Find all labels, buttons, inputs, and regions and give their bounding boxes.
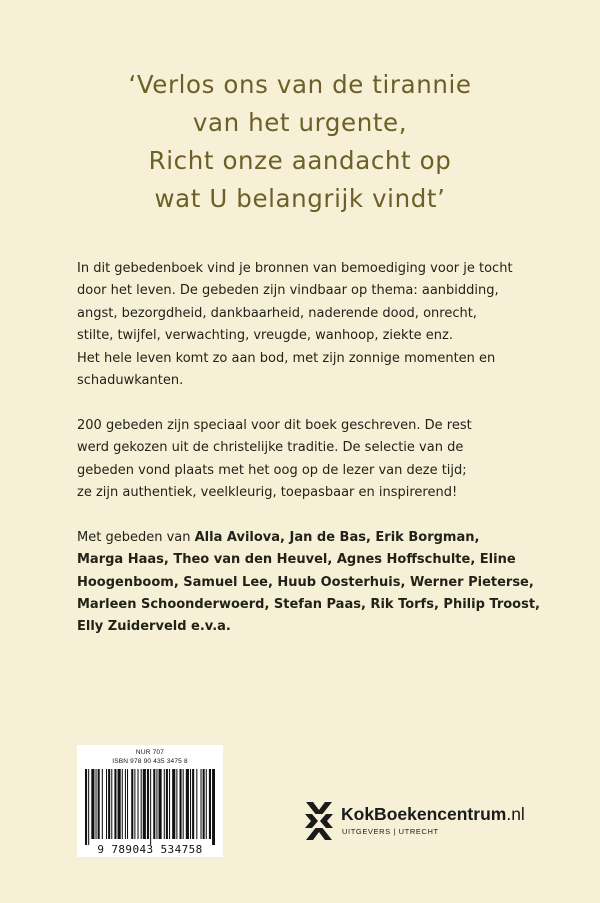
isbn-barcode xyxy=(77,745,223,857)
blurb-line: Het hele leven komt zo aan bod, met zijn zonnige momenten en xyxy=(77,350,496,366)
blurb-line: 200 gebeden zijn speciaal voor dit boek geschreven. De rest xyxy=(77,417,472,433)
contributors-intro: Met gebeden van xyxy=(77,529,195,545)
kok-boekencentrum-logo-icon xyxy=(303,800,335,842)
isbn-number: ISBN 978 90 435 3475 8 xyxy=(112,758,188,765)
blurb-paragraph-selection xyxy=(77,415,547,505)
blurb-paragraph-contributors xyxy=(77,527,547,639)
contributors-names: Hoogenboom, Samuel Lee, Huub Oosterhuis, Werner Pieterse, xyxy=(77,574,534,590)
blurb-line: angst, bezorgdheid, dankbaarheid, naderende dood, onrecht, xyxy=(77,305,477,321)
blurb-line: In dit gebedenboek vind je bronnen van bemoediging voor je tocht xyxy=(77,261,513,276)
blurb-paragraph-themes xyxy=(77,258,547,392)
contributors-names: Alla Avilova, Jan de Bas, Erik Borgman, xyxy=(194,529,480,545)
barcode-bars-icon xyxy=(85,769,215,845)
back-cover-quote xyxy=(0,66,600,218)
contributors-names: Marleen Schoonderwoerd, Stefan Paas, Rik Torfs, Philip Troost, xyxy=(77,597,540,613)
contributors-line xyxy=(77,527,547,549)
quote-line: Richt onze aandacht op xyxy=(148,146,452,175)
publisher-name xyxy=(341,804,525,825)
publisher-name-bold: KokBoekencentrum xyxy=(341,804,507,824)
quote-line: ‘Verlos ons van de tirannie xyxy=(128,70,472,99)
contributors-names: Marga Haas, Theo van den Heuvel, Agnes Hoffschulte, Eline xyxy=(77,552,516,568)
contributors-names: Elly Zuiderveld e.v.a. xyxy=(77,619,231,635)
blurb-line: schaduwkanten. xyxy=(77,373,184,389)
publisher-subtitle: UITGEVERS | UTRECHT xyxy=(342,827,439,836)
nur-code: NUR 707 xyxy=(135,749,165,756)
blurb-line: door het leven. De gebeden zijn vindbaar op thema: aanbidding, xyxy=(77,283,499,299)
blurb-text xyxy=(77,258,547,661)
quote-line: wat U belangrijk vindt’ xyxy=(154,184,446,213)
blurb-line: werd gekozen uit de christelijke traditie. De selectie van de xyxy=(77,440,464,456)
quote-line: van het urgente, xyxy=(192,108,408,137)
blurb-line: gebeden vond plaats met het oog op de lezer van deze tijd; xyxy=(77,462,467,478)
blurb-line: stilte, twijfel, verwachting, vreugde, wanhoop, ziekte enz. xyxy=(77,328,453,344)
barcode-digits: 9 789043 534758 xyxy=(97,843,203,856)
blurb-line: ze zijn authentiek, veelkleurig, toepasbaar en inspirerend! xyxy=(77,485,458,501)
publisher-domain: .nl xyxy=(506,804,525,824)
